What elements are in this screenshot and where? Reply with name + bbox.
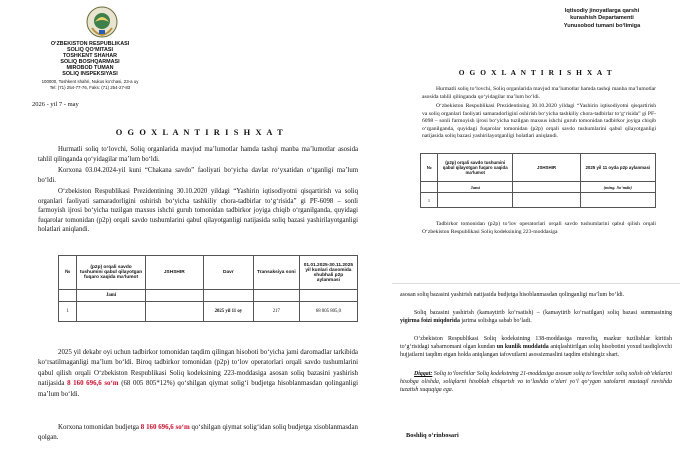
org-address: 100000, Toshkent shahri, Nukus ko‘chasi, 23-a uy: [41, 79, 139, 84]
addressee-line: kurashish Departamenti: [570, 15, 634, 22]
paragraph-text: Korxona tomonidan budjetga: [58, 424, 141, 431]
table-cell: 217: [253, 302, 299, 322]
org-line: TOSHKENT SHAHAR: [62, 53, 118, 59]
deadline-term: un kunlik muddatda: [496, 344, 549, 351]
table-cell: 68 005 805,0: [299, 302, 357, 322]
table-row: [59, 302, 358, 322]
table-cell: [438, 193, 513, 208]
table-cell: [77, 302, 145, 322]
table-header: 01.01.2025-30.11.2025 yil kunlari davomida shubhali p2p aylanmasi: [299, 256, 357, 290]
letter-date: 2026 - yil 7 - may: [32, 101, 79, 108]
table-row: [421, 182, 656, 193]
paragraph-text: Soliq to‘lovchilar Soliq kodeksining 21-moddasiga asosan soliq to‘lovchilar soliq xolish ob’ektlarini hisobga olishda, soliqlarni hisoblab chiqarish va to‘lashda o‘zlari yo‘l qo‘ygan xatolarni mustaqil ravishda tuzatish xuquqiga ega.: [400, 371, 672, 394]
total-label: Jami: [77, 290, 145, 302]
table-header: (p2p) orqali savdo tushumini qabul qilayotgan fuqaro xaqida ma’lumot: [438, 154, 513, 182]
table-row: [421, 193, 656, 208]
org-phone: Tel: (71) 254-77-76, Faks: (71) 254-27-83: [49, 85, 131, 90]
paragraph-deadline: [400, 335, 672, 360]
paragraph-text: jarima solishga sabab bo‘ladi.: [459, 318, 532, 325]
paragraph-text: Soliq bazasini yashirish (kamaytirib ko‘rsatish) – (kamaytirib ko‘rsatilgan) soliq bazasi summasining: [414, 310, 672, 316]
paragraph-penalty: [400, 309, 672, 325]
table-row: [59, 290, 358, 302]
table-header: №: [421, 154, 438, 182]
signature-title: Boshliq o‘rinbosari: [406, 432, 459, 439]
paragraph-text: 2025 yil dekabr oyi uchun tadbirkor tomonidan taqdim qilingan hisoboti bo‘yicha jami daromadlar tarkibida ko‘rsatilmaganligi ma’lum bo‘ldi. Biroq tadbirkor tomonidan (p2p) to‘lov operatorlari orqali savdo tushumlarini qabul qilish orqali O‘zbekiston Respublikasi Soliq kodeksining 223-moddasiga asosan soliq bazasini yashirish natijasida: [38, 349, 358, 388]
table-header: JSHSHIR: [513, 154, 580, 182]
table-cell: 2025 yil 11 oy: [203, 302, 253, 322]
paragraph-registration: Korxona 03.04.2024-yil kuni “Chakana savdo” faoliyati bo‘yicha davlat ro‘yxatidan o‘tganligi ma’lum bo‘ldi.: [38, 167, 358, 184]
table-cell: 1: [421, 193, 438, 208]
paragraph-decree: O‘zbekiston Respublikasi Prezidentining 30.10.2020 yildagi “Yashirin iqtisodiyotni qisqartirish va soliq organlari faoliyati samaradorligini oshirish bo‘yicha tashkiliy chora-tadbirlar to‘g‘risida” gi PF-6098 – sonli farmoyish ijrosi bo‘yicha tuzilgan maxsus ishchi guruh tomonidan tadbirkor joyiga chiqib o‘rganilganda, quyidagi fuqarolar tomonidan (p2p) orqali savdo tushumlarini qabul qilayotganligi natijasida soliq bazasi yashirilayotganligi holatlari aniqlandi.: [38, 188, 358, 234]
paragraph-notice: [400, 370, 672, 395]
paragraph-continuation: asosan soliq bazasini yashirish natijasida budjetga hisoblanmasdan qolinganligi ma’lum bo‘ldi.: [400, 292, 625, 298]
table-header: JSHSHIR: [145, 256, 203, 290]
paragraph-vat: [38, 348, 358, 400]
vat-amount: 8 160 696,6 so‘m: [140, 424, 190, 431]
paragraph-intro: Hurmatli soliq to‘lovchi, Soliq organlarida mavjud ma’lumotlar hamda tashqi manba ma’lumotlar asosida tahlil qilinganda qo‘yidagilar ma’lum bo‘ldi.: [422, 86, 656, 100]
table-cell: 1: [59, 302, 77, 322]
table-cell: [513, 193, 580, 208]
table-header: №: [59, 256, 77, 290]
total-label: Jami: [438, 182, 513, 193]
paragraph-text: O‘zbekiston Respublikasi Soliq kodeksining 138-moddasiga muvofiq, mazkur tuzilishlar kiritish to‘g‘risidagi xabarnomani olgan kundan: [400, 336, 672, 351]
org-line: O‘ZBEKISTON RESPUBLIKASI: [50, 41, 130, 47]
paragraph-text: aniqlashtirilgan soliq hisobotini yoxud tasdiqlovchi hujjatlarni taqdim etgan holda aniqlangan tafovutlarni asossizmaslini taqdim etishingiz shart.: [400, 344, 672, 359]
paragraph-decree: O‘zbekiston Respublikasi Prezidentining 30.10.2020 yildagi “Yashirin iqtisodiyotni qisqartirish va soliq organlari faoliyati samaradorligini oshirish bo‘yicha tashkiliy chora-tadbirlar to‘g‘risida” gi PF-6098 – sonli farmoyish ijrosi bo‘yicha tuzilgan maxsus ishchi guruh tomonidan tadbirkor joyiga chiqib o‘rganilganda, quyidagi fuqarolar tomonidan (p2p) orqali savdo tushumlarini qabul qilayotganligi natijasida soliq bazasi yashirilayotganligi holatlari aniqlandi.: [422, 103, 656, 140]
notice-label: Diqqat:: [414, 371, 433, 377]
table-header: (p2p) orqali savdo tushumini qabul qilayotgan fuqaro xaqida ma’lumot: [77, 256, 145, 290]
letter-title: O G O X L A N T I R I S H X A T: [115, 128, 285, 137]
table-header: Davr: [203, 256, 253, 290]
addressee-line: Iqtisodiy jinoyatlarga qarshi: [564, 8, 640, 14]
table-cell: [580, 193, 655, 208]
paragraph-intro: Hurmatli soliq to‘lovchi, Soliq organlarida mavjud ma’lumotlar hamda tashqi manba ma’lumotlar asosida tahlil qilinganda qo‘yidagilar ma’lum bo‘ldi.: [38, 146, 358, 163]
turnover-table: [58, 255, 358, 322]
turnover-table: [420, 153, 656, 208]
addressee-block: [532, 8, 672, 30]
addressee-line: Yunusobod tumani bo‘limiga: [563, 22, 641, 29]
letter-title: O G O X L A N T I R I S H X A T: [458, 68, 614, 77]
org-line: SOLIQ QO‘MITASI: [66, 47, 114, 53]
table-header: 2025 yil 11 oyda p2p aylanmasi: [580, 154, 655, 182]
org-line: MIROBOD TUMAN: [66, 65, 114, 71]
paragraph-conclusion: [38, 423, 358, 444]
paragraph-text: (68 005 805*12%) qo‘shilgan qiymat solig‘i budjetga hisoblanmasdan qolinganligi ma’lum bo‘ldi.: [38, 380, 358, 398]
org-line: SOLIQ INSPEKSIYASI: [62, 71, 118, 77]
penalty-rate: yigirma foizi miqdorida: [400, 318, 460, 325]
table-cell: [145, 302, 203, 322]
total-unit: (ming. So‘mda): [580, 182, 655, 193]
org-line: SOLIQ BOSHQARMASI: [60, 59, 120, 65]
vat-amount: 8 160 696,6 so‘m: [67, 380, 119, 388]
paragraph-operators: Tadbirkor tomonidan (p2p) to‘lov operatorlari orqali savdo tushumlarini qabul qilish orqali O‘zbekiston Respublikasi Soliq kodeksining 223-moddasiga: [422, 221, 656, 235]
paragraph-text: qo‘shilgan qiymat solig‘idan soliq budjetga xisoblanmasdan qolgan.: [38, 424, 359, 442]
table-header: Transaksiya soni: [253, 256, 299, 290]
right-document-page: [392, 0, 680, 453]
state-emblem-icon: [86, 6, 118, 38]
